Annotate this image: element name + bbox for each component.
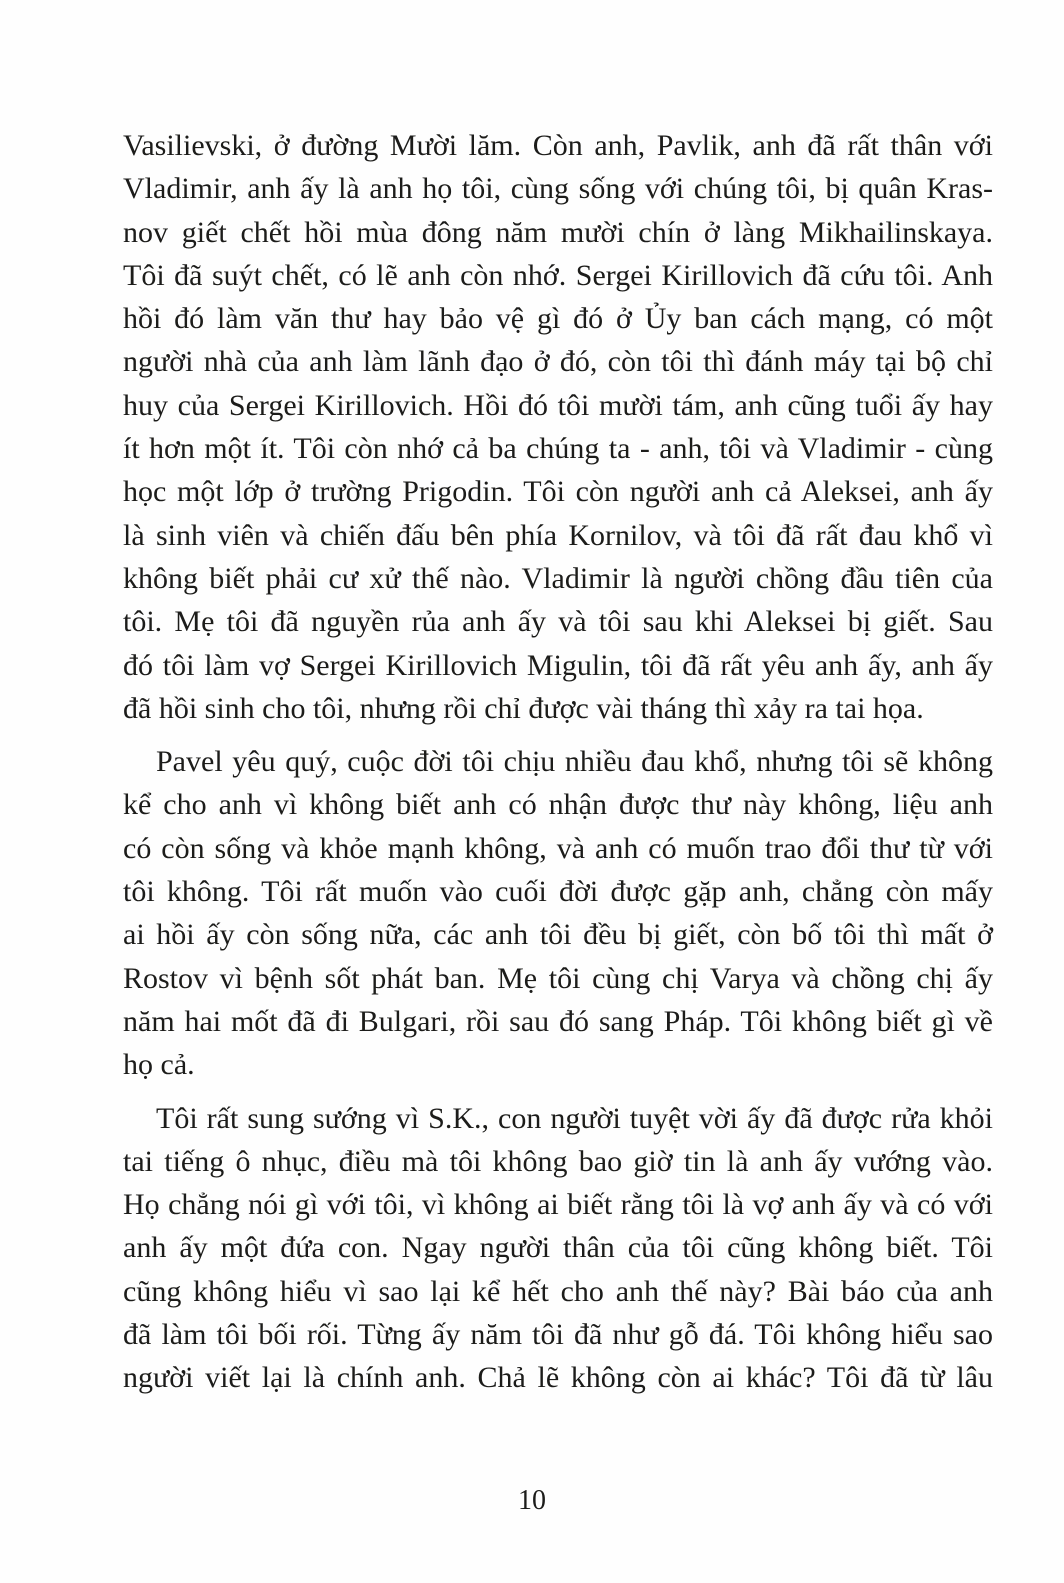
text-line: nov giết chết hồi mùa đông năm mười chín ở làng Mikhailinskaya. <box>123 215 993 249</box>
text-line: cũng không hiểu vì sao lại kể hết cho anh thế này? Bài báo của anh <box>123 1274 993 1308</box>
text-line: đó tôi làm vợ Sergei Kirillovich Migulin, tôi đã rất yêu anh ấy, anh ấy <box>123 648 993 682</box>
text-line: Vasilievski, ở đường Mười lăm. Còn anh, Pavlik, anh đã rất thân với <box>123 129 993 162</box>
text-line: ai hồi ấy còn sống nữa, các anh tôi đều bị giết, còn bố tôi thì mất ở <box>123 918 993 952</box>
text-line: năm hai mốt đã đi Bulgari, rồi sau đó sang Pháp. Tôi không biết gì về <box>123 1004 993 1038</box>
text-line: tai tiếng ô nhục, điều mà tôi không bao giờ tin là anh ấy vướng vào. <box>123 1144 993 1178</box>
text-line: họ cả. <box>123 1048 195 1082</box>
text-line: huy của Sergei Kirillovich. Hồi đó tôi mười tám, anh cũng tuổi ấy hay <box>123 388 993 422</box>
paragraph-3 <box>123 1097 993 1400</box>
text-line: người nhà của anh làm lãnh đạo ở đó, còn tôi thì đánh máy tại bộ chỉ <box>123 345 993 379</box>
text-line: có còn sống và khỏe mạnh không, và anh có muốn trao đổi thư từ với <box>123 831 993 865</box>
body-text <box>123 124 993 1400</box>
paragraph-gap <box>123 730 993 740</box>
text-line: đã làm tôi bối rối. Từng ấy năm tôi đã như gỗ đá. Tôi không hiểu sao <box>123 1318 993 1352</box>
text-line: đã hồi sinh cho tôi, nhưng rồi chỉ được vài tháng thì xảy ra tai họa. <box>123 691 924 725</box>
text-line: kể cho anh vì không biết anh có nhận được thư này không, liệu anh <box>123 788 993 822</box>
text-line: Họ chẳng nói gì với tôi, vì không ai biết rằng tôi là vợ anh ấy và có với <box>123 1188 993 1222</box>
text-line: Pavel yêu quý, cuộc đời tôi chịu nhiều đau khổ, nhưng tôi sẽ không <box>156 745 993 779</box>
text-line: tôi không. Tôi rất muốn vào cuối đời được gặp anh, chẳng còn mấy <box>123 875 993 909</box>
text-line: ít hơn một ít. Tôi còn nhớ cả ba chúng ta - anh, tôi và Vladimir - cùng <box>123 432 993 466</box>
text-line: Tôi rất sung sướng vì S.K., con người tuyệt vời ấy đã được rửa khỏi <box>156 1101 993 1135</box>
text-line: là sinh viên và chiến đấu bên phía Kornilov, và tôi đã rất đau khổ vì <box>123 518 993 552</box>
text-line: Rostov vì bệnh sốt phát ban. Mẹ tôi cùng chị Varya và chồng chị ấy <box>123 961 993 995</box>
text-line: không biết phải cư xử thế nào. Vladimir là người chồng đầu tiên của <box>123 561 993 595</box>
page-number: 10 <box>518 1485 546 1516</box>
text-line: Vladimir, anh ấy là anh họ tôi, cùng sống với chúng tôi, bị quân Kras- <box>123 172 993 206</box>
text-line: Tôi đã suýt chết, có lẽ anh còn nhớ. Sergei Kirillovich đã cứu tôi. Anh <box>123 258 993 292</box>
text-line: hồi đó làm văn thư hay bảo vệ gì đó ở Ủy ban cách mạng, có một <box>123 302 993 336</box>
paragraph-1 <box>123 124 993 730</box>
text-line: học một lớp ở trường Prigodin. Tôi còn người anh cả Aleksei, anh ấy <box>123 475 993 509</box>
paragraph-gap <box>123 1087 993 1097</box>
text-line: tôi. Mẹ tôi đã nguyền rủa anh ấy và tôi sau khi Aleksei bị giết. Sau <box>123 605 993 639</box>
text-line: người viết lại là chính anh. Chả lẽ không còn ai khác? Tôi đã từ lâu <box>123 1361 993 1395</box>
text-line: anh ấy một đứa con. Ngay người thân của tôi cũng không biết. Tôi <box>123 1231 993 1265</box>
paragraph-2 <box>123 740 993 1086</box>
